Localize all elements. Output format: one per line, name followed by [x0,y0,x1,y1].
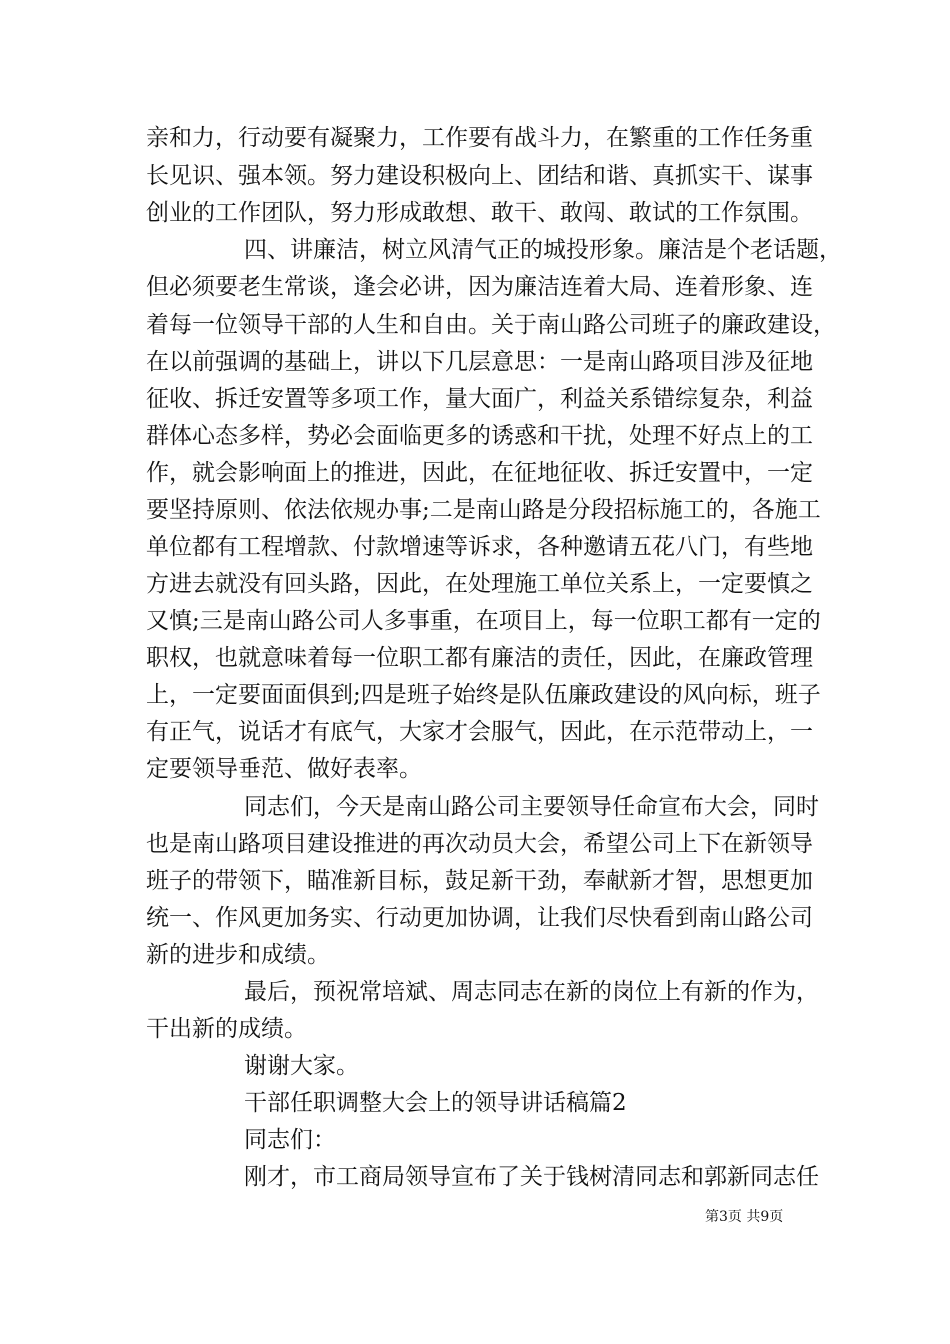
body-text-line: 群体心态多样，势必会面临更多的诱惑和干扰，处理不好点上的工 [146,423,813,449]
page-number-footer: 第3页 共9页 [705,1209,784,1225]
body-text-line: 定要领导垂范、做好表率。 [146,756,422,782]
body-text-line: 着每一位领导干部的人生和自由。关于南山路公司班子的廉政建设， [146,312,836,338]
body-text-line: 在以前强调的基础上，讲以下几层意思：一是南山路项目涉及征地 [146,349,813,375]
body-text-line: 新的进步和成绩。 [146,942,330,968]
body-text-line: 也是南山路项目建设推进的再次动员大会，希望公司上下在新领导 [146,831,813,857]
body-text-line: 又慎;三是南山路公司人多事重，在项目上，每一位职工都有一定的 [146,608,821,634]
section-title: 干部任职调整大会上的领导讲话稿篇2 [244,1090,627,1116]
body-text-line: 干出新的成绩。 [146,1016,307,1042]
body-text-line: 征收、拆迁安置等多项工作，量大面广，利益关系错综复杂，利益 [146,386,813,412]
closing-thanks: 谢谢大家。 [244,1053,359,1079]
body-text-line: 单位都有工程增款、付款增速等诉求，各种邀请五花八门，有些地 [146,534,813,560]
body-text-line: 亲和力，行动要有凝聚力，工作要有战斗力，在繁重的工作任务重 [146,125,813,151]
body-text-line: 上，一定要面面俱到;四是班子始终是队伍廉政建设的风向标，班子 [146,682,821,708]
body-text-line: 统一、作风更加务实、行动更加协调，让我们尽快看到南山路公司 [146,905,813,931]
body-text-line: 有正气，说话才有底气，大家才会服气，因此，在示范带动上，一 [146,719,813,745]
body-text-line: 方进去就没有回头路，因此，在处理施工单位关系上，一定要慎之 [146,571,813,597]
body-text-line: 但必须要老生常谈，逢会必讲，因为廉洁连着大局、连着形象、连 [146,274,813,300]
salutation: 同志们： [244,1127,336,1153]
body-text-line: 班子的带领下，瞄准新目标，鼓足新干劲，奉献新才智，思想更加 [146,868,813,894]
body-text-line: 要坚持原则、依法依规办事;二是南山路是分段招标施工的，各施工 [146,497,821,523]
body-text-line: 职权，也就意味着每一位职工都有廉洁的责任，因此，在廉政管理 [146,645,813,671]
paragraph-first-line: 四、讲廉洁，树立风清气正的城投形象。廉洁是个老话题， [244,237,842,263]
body-text-line: 长见识、强本领。努力建设积极向上、团结和谐、真抓实干、谋事 [146,163,813,189]
paragraph-first-line: 同志们，今天是南山路公司主要领导任命宣布大会，同时 [244,794,819,820]
body-text-line: 作，就会影响面上的推进，因此，在征地征收、拆迁安置中，一定 [146,460,813,486]
paragraph-first-line: 最后，预祝常培斌、周志同志在新的岗位上有新的作为， [244,979,819,1005]
body-text-line: 创业的工作团队，努力形成敢想、敢干、敢闯、敢试的工作氛围。 [146,200,813,226]
paragraph-first-line: 刚才，市工商局领导宣布了关于钱树清同志和郭新同志任 [244,1164,819,1190]
